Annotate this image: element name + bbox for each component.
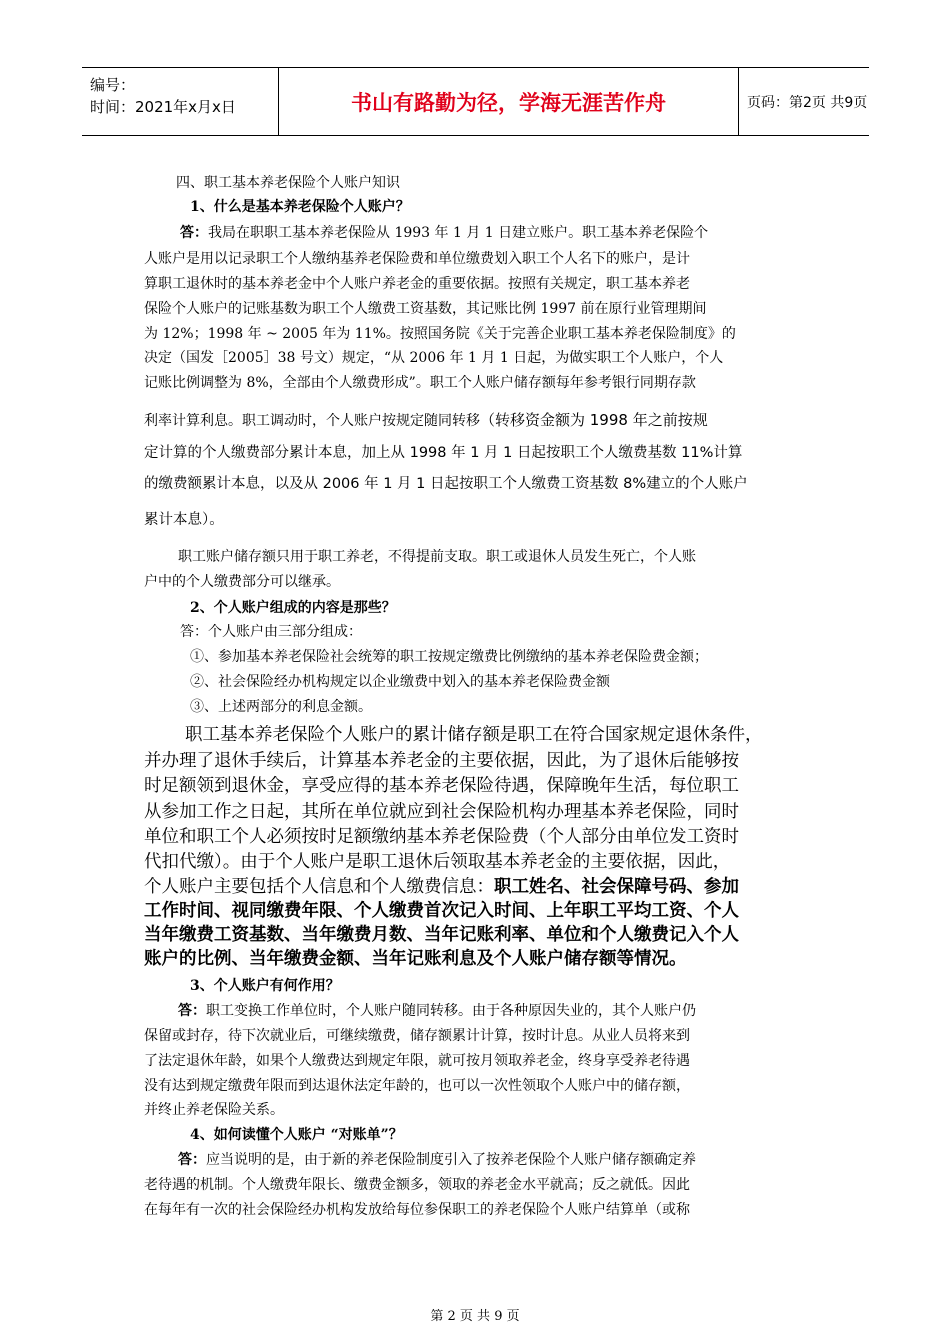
q3-line-4: 没有达到规定缴费年限而到达退休法定年龄的，也可以一次性领取个人账户中的储存额，: [144, 1078, 690, 1094]
q2-answer: 答：个人账户由三部分组成：: [180, 624, 362, 640]
q3-line-2: 保留或封存，待下次就业后，可继续缴费，储存额累计计算，按时计息。从业人员将来到: [144, 1028, 690, 1044]
q1-line-6: 决定（国发［2005］38 号文）规定，“从 2006 年 1 月 1 日起，为做实职工个人账户，个人: [144, 350, 724, 366]
q1-line-3: 算职工退休时的基本养老金中个人账户养老金的重要依据。按照有关规定，职工基本养老: [144, 276, 690, 292]
q3-line-1: 答：职工变换工作单位时，个人账户随同转移。由于各种原因失业的，其个人账户仍: [178, 1003, 696, 1019]
serial-number-label: 编号：: [90, 76, 136, 94]
date-label: 时间：2021年x月x日: [90, 98, 236, 116]
answer-label: 答：: [178, 1152, 206, 1168]
q2-item-1: ①、参加基本养老保险社会统筹的职工按规定缴费比例缴纳的基本养老保险费金额；: [190, 649, 708, 665]
document-header: [82, 67, 869, 136]
q1-line-4: 保险个人账户的记账基数为职工个人缴费工资基数，其记账比例 1997 前在原行业管理期间: [144, 301, 707, 317]
q1-line-5: 为 12%；1998 年 ~ 2005 年为 11%。按照国务院《关于完善企业职工基本养老保险制度》的: [144, 326, 736, 342]
section-title: 四、职工基本养老保险个人账户知识: [176, 175, 400, 191]
q2-big-line-6: 代扣代缴）。由于个人账户是职工退休后领取基本养老金的主要依据，因此，: [144, 852, 731, 872]
q4-line-2: 老待遇的机制。个人缴费年限长、缴费金额多，领取的养老金水平就高；反之就低。因此: [144, 1177, 690, 1193]
q1-para2-line-2: 户中的个人缴费部分可以继承。: [144, 574, 340, 590]
q2-bold-line-1: 工作时间、视同缴费年限、个人缴费首次记入时间、上年职工平均工资、个人: [144, 901, 739, 921]
q1-line-10: 的缴费额累计本息，以及从 2006 年 1 月 1 日起按职工个人缴费工资基数 8%建立的个人账户: [144, 476, 748, 492]
q2-big-line-4: 从参加工作之日起，其所在单位就应到社会保险机构办理基本养老保险，同时: [144, 802, 739, 822]
question-2: 2、个人账户组成的内容是那些？: [190, 600, 396, 616]
q2-big-line-7: 个人账户主要包括个人信息和个人缴费信息：职工姓名、社会保障号码、参加: [144, 877, 739, 897]
motto: 书山有路勤为径，学海无涯苦作舟: [279, 68, 739, 135]
q2-big-line-1: 职工基本养老保险个人账户的累计储存额是职工在符合国家规定退休条件，: [185, 725, 763, 745]
question-3: 3、个人账户有何作用？: [190, 978, 340, 994]
q2-bold-line-2: 当年缴费工资基数、当年缴费月数、当年记账利率、单位和个人缴费记入个人: [144, 925, 739, 945]
q1-line-7: 记账比例调整为 8%，全部由个人缴费形成”。职工个人账户储存额每年参考银行同期存款: [144, 375, 696, 391]
question-4: 4、如何读懂个人账户 “对账单”？: [190, 1127, 403, 1143]
q2-big-line-2: 并办理了退休手续后，计算基本养老金的主要依据，因此，为了退休后能够按: [144, 751, 739, 771]
q1-line-11: 累计本息）。: [144, 512, 224, 528]
q2-item-2: ②、社会保险经办机构规定以企业缴费中划入的基本养老保险费金额: [190, 674, 610, 690]
q1-para2-line-1: 职工账户储存额只用于职工养老，不得提前支取。职工或退休人员发生死亡，个人账: [178, 549, 696, 565]
q1-line-9: 定计算的个人缴费部分累计本息，加上从 1998 年 1 月 1 日起按职工个人缴费基数 11%计算: [144, 445, 743, 461]
q4-line-3: 在每年有一次的社会保险经办机构发放给每位参保职工的养老保险个人账户结算单（或称: [144, 1202, 690, 1218]
q4-line-1: 答：应当说明的是，由于新的养老保险制度引入了按养老保险个人账户储存额确定养: [178, 1152, 696, 1168]
q2-bold-line-3: 账户的比例、当年缴费金额、当年记账利息及个人账户储存额等情况。: [144, 949, 687, 969]
page-indicator: 页码：第2页 共9页: [747, 94, 868, 111]
q1-line-1: 答：我局在职职工基本养老保险从 1993 年 1 月 1 日建立账户。职工基本养老保险个: [180, 225, 709, 241]
q3-line-3: 了法定退休年龄，如果个人缴费达到规定年限，就可按月领取养老金，终身享受养老待遇: [144, 1053, 690, 1069]
q1-line-8: 利率计算利息。职工调动时，个人账户按规定随同转移（转移资金额为 1998 年之前按规: [144, 411, 708, 429]
q1-line-2: 人账户是用以记录职工个人缴纳基养老保险费和单位缴费划入职工个人名下的账户，是计: [144, 251, 690, 267]
question-1: 1、什么是基本养老保险个人账户？: [190, 199, 410, 215]
q2-big-line-3: 时足额领到退休金，享受应得的基本养老保险待遇，保障晚年生活，每位职工: [144, 776, 739, 796]
answer-label: 答：: [180, 225, 208, 241]
page-footer: 第 2 页 共 9 页: [430, 1309, 520, 1324]
header-info-cell: [82, 68, 279, 135]
answer-label: 答：: [178, 1003, 206, 1019]
q3-line-5: 并终止养老保险关系。: [144, 1102, 284, 1118]
q2-big-line-5: 单位和职工个人必须按时足额缴纳基本养老保险费（个人部分由单位发工资时: [144, 827, 739, 847]
q2-item-3: ③、上述两部分的利息金额。: [190, 699, 372, 715]
